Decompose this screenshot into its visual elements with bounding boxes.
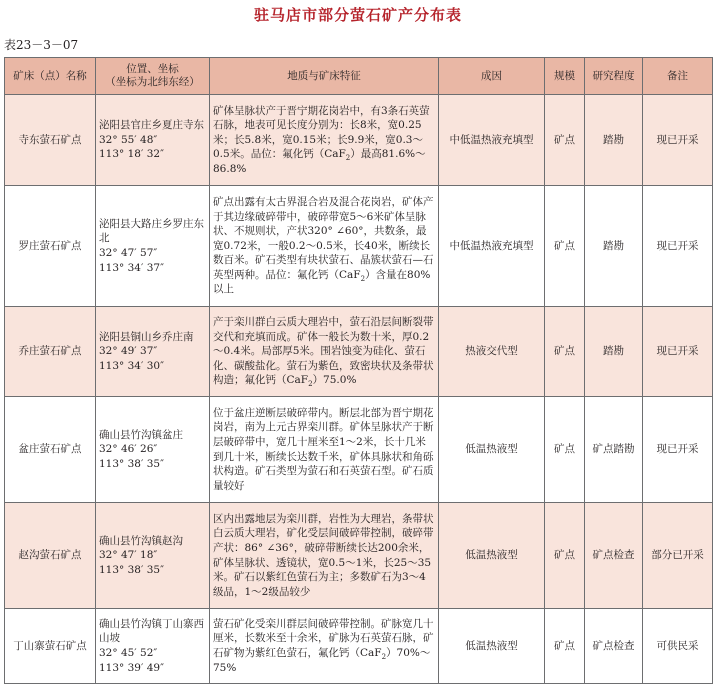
position-longitude: 113° 18′ 32″ [99,148,164,161]
description-text: 产于栾川群白云质大理岩中，萤石沿层间断裂带交代和充填而成。矿体一般长为数十米，厚0.2～0.4米。局部厚5米。围岩蚀变为硅化、萤石化、碳酸盐化。萤石为紫色，致密块状及条带状构造；氟化钙（CaF [213,316,434,387]
deposit-name: 盆庄萤石矿点 [5,397,96,503]
description-subscript: 2 [381,653,387,662]
deposit-degree: 踏勘 [585,186,643,307]
deposit-degree: 矿点检查 [585,609,643,684]
deposit-position [96,95,210,186]
deposit-degree: 矿点踏勘 [585,397,643,503]
deposit-scale: 矿点 [545,503,585,609]
fluorite-deposit-table [4,57,713,684]
header-genesis: 成因 [439,58,545,95]
deposit-note: 可供民采 [643,609,713,684]
header-scale: 规模 [545,58,585,95]
position-latitude: 32° 49′ 37″ [99,345,158,358]
position-latitude: 32° 47′ 57″ [99,247,158,259]
description-text: 位于盆庄逆断层破碎带内。断层北部为晋宁期花岗岩，南为上元古界栾川群。矿体呈脉状产于断层破碎带中，宽几十厘米至1～2米，长十几米到几十米，断续长达数千米，矿体具脉状和角砾状构造。矿石类型为萤石和石英萤石型。矿石质量较好 [213,406,434,492]
description-text: 矿体呈脉状产于晋宁期花岗岩中，有3条石英萤石脉，地表可见长度分别为：长8米，宽0.25米；长5.8米，宽0.15米；长9.9米，宽0.3～0.5米。品位：氟化钙（CaF [213,104,430,161]
deposit-description [210,307,439,397]
table-number: 表23－3－07 [4,38,79,52]
position-longitude: 113° 34′ 37″ [99,261,164,274]
header-note: 备注 [643,58,713,95]
deposit-description [210,503,439,609]
deposit-note: 现已开采 [643,186,713,307]
position-location: 确山县竹沟镇赵沟 [99,534,183,547]
position-location: 确山县竹沟镇盆庄 [99,428,183,441]
deposit-scale: 矿点 [545,397,585,503]
description-subscript: 2 [360,274,366,283]
deposit-name: 寺东萤石矿点 [5,95,96,186]
deposit-scale: 矿点 [545,609,585,684]
description-text: 萤石矿化受栾川群层间破碎带控制。矿脉宽几十厘米，长数米至十余米，矿脉为石英萤石脉，矿石矿物为紫红色萤石，氟化钙（CaF [213,617,434,659]
position-longitude: 113° 38′ 35″ [99,457,164,470]
table-row [5,609,713,684]
deposit-genesis: 低温热液型 [439,609,545,684]
deposit-position [96,307,210,397]
deposit-note: 现已开采 [643,95,713,186]
deposit-scale: 矿点 [545,186,585,307]
position-longitude: 113° 38′ 35″ [99,563,164,576]
page-title: 驻马店市部分萤石矿产分布表 [253,6,462,24]
deposit-description [210,397,439,503]
position-latitude: 32° 47′ 18″ [99,549,158,562]
deposit-genesis: 低温热液型 [439,397,545,503]
deposit-scale: 矿点 [545,307,585,397]
table-row [5,307,713,397]
deposit-position [96,397,210,503]
description-tail: ）70%～75% [213,647,431,674]
description-tail: ）最高81.6%～86.8% [213,148,426,175]
deposit-degree: 踏勘 [585,307,643,397]
header-degree: 研究程度 [585,58,643,95]
deposit-name: 罗庄萤石矿点 [5,186,96,307]
deposit-name: 赵沟萤石矿点 [5,503,96,609]
description-tail: ）75.0% [312,374,357,387]
deposit-scale: 矿点 [545,95,585,186]
position-latitude: 32° 46′ 26″ [99,443,158,456]
table-row [5,186,713,307]
description-text: 区内出露地层为栾川群，岩性为大理岩，条带状白云质大理岩，矿化受层间破碎带控制，破碎带产状：86° ∠36°，破碎带断续长达200余米，矿体呈脉状、透镜状，宽0.5～1米，长25～35米。矿石以紫红色萤石为主；多数矿石为3～4级品，1～2级品较少 [213,512,434,598]
deposit-description [210,609,439,684]
deposit-position [96,503,210,609]
deposit-note: 现已开采 [643,307,713,397]
header-position [96,58,210,95]
header-geology: 地质与矿床特征 [210,58,439,95]
position-location: 泌阳县铜山乡乔庄南 [99,330,194,343]
deposit-degree: 踏勘 [585,95,643,186]
position-longitude: 113° 39′ 49″ [99,661,164,674]
description-text: 矿点出露有太古界混合岩及混合花岗岩，矿体产于其边缘破碎带中，破碎带宽5～6米矿体呈脉状、不规则状，产状320° ∠60°，共数条，最宽0.72米，一般0.2～0.5米，长40米，断续长数百米。矿石类型有块状萤石、晶簇状萤石—石英型两种。品位：氟化钙（CaF [213,195,434,281]
deposit-description [210,186,439,307]
description-subscript: 2 [308,380,313,389]
position-location: 确山县竹沟镇丁山寨西山坡 [99,617,204,645]
position-location: 泌阳县官庄乡夏庄寺东 [99,119,204,132]
deposit-genesis: 热液交代型 [439,307,545,397]
deposit-genesis: 低温热液型 [439,503,545,609]
deposit-name: 丁山寨萤石矿点 [5,609,96,684]
description-subscript: 2 [345,154,351,163]
deposit-note: 现已开采 [643,397,713,503]
header-position-line2: （坐标为北纬东经） [105,76,200,88]
table-row [5,95,713,186]
position-location: 泌阳县大路庄乡罗庄东北 [99,217,204,245]
table-header-row [5,58,713,95]
deposit-genesis: 中低温热液充填型 [439,95,545,186]
description-tail: ）含量在80%以上 [213,268,431,296]
deposit-description [210,95,439,186]
position-latitude: 32° 45′ 52″ [99,647,158,659]
deposit-position [96,609,210,684]
deposit-note: 部分已开采 [643,503,713,609]
deposit-position [96,186,210,307]
table-row [5,397,713,503]
deposit-name: 乔庄萤石矿点 [5,307,96,397]
table-row [5,503,713,609]
position-latitude: 32° 55′ 48″ [99,133,158,146]
deposit-degree: 矿点检查 [585,503,643,609]
position-longitude: 113° 34′ 30″ [99,359,164,372]
deposit-genesis: 中低温热液充填型 [439,186,545,307]
header-position-line1: 位置、坐标 [126,63,179,75]
header-name: 矿床（点）名称 [5,58,96,95]
